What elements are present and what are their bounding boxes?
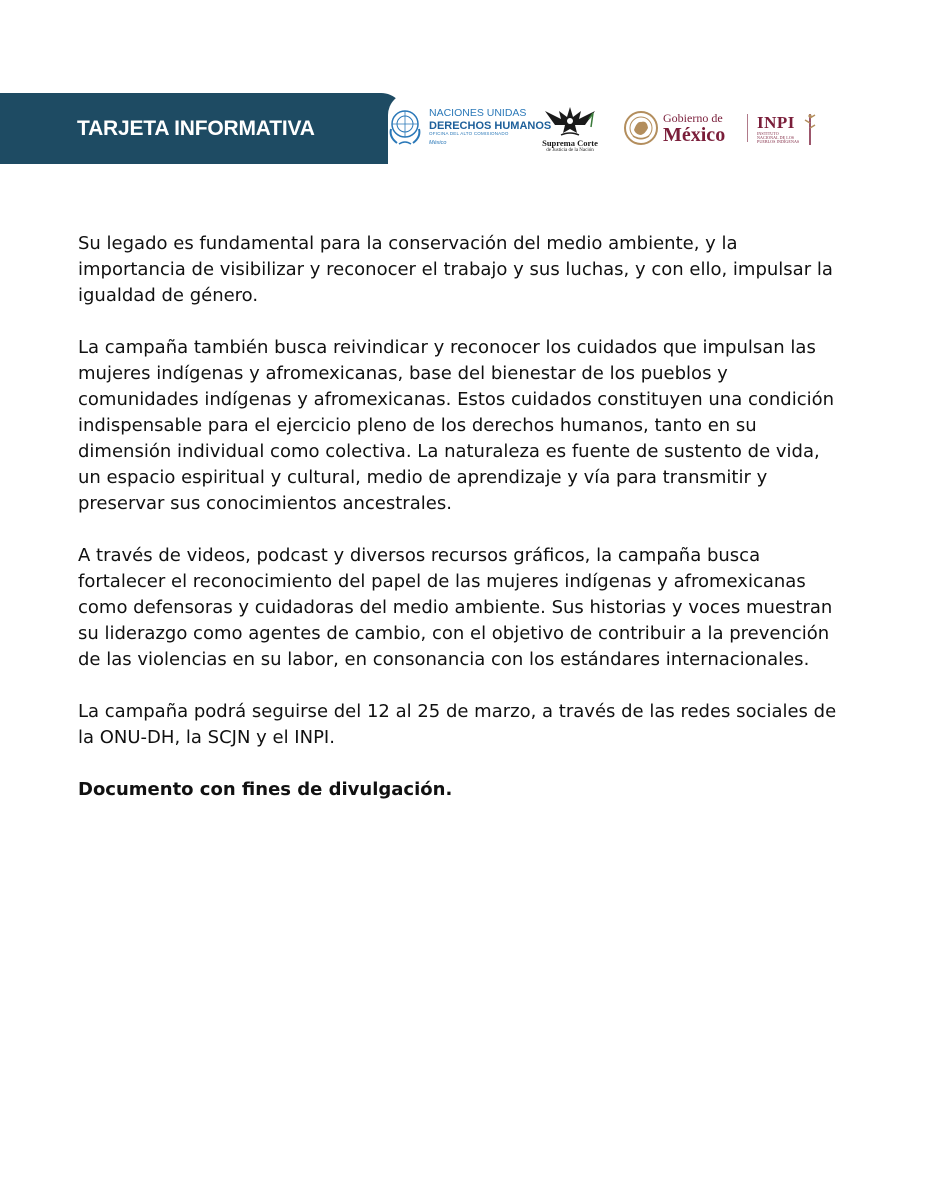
inpi-logo-text <box>757 114 801 144</box>
document-body <box>78 231 838 829</box>
document-title: TARJETA INFORMATIVA <box>77 117 315 140</box>
scjn-logo-line2: de Justicia de la Nación <box>546 148 594 153</box>
body-paragraph: La campaña también busca reivindicar y reconocer los cuidados que impulsan las mujeres indígenas y afromexicanas, base del bienestar de los pueblos y comunidades indígenas y afromexicanas. Estos cuidados constituyen una condición indispensable para el ejercicio pleno de los derechos humanos, tanto en su dimensión individual como colectiva. La naturaleza es fuente de sustento de vida, un espacio espiritual y cultural, medio de aprendizaje y vía para transmitir y preservar sus conocimientos ancestrales. <box>78 337 835 514</box>
scjn-logo <box>538 105 602 153</box>
un-emblem-icon <box>387 107 423 147</box>
gobierno-logo-line2: México <box>663 123 726 146</box>
inpi-logo-line2: INSTITUTO NACIONAL DE LOS PUEBLOS INDÍGENAS <box>757 130 800 145</box>
body-paragraph: A través de videos, podcast y diversos recursos gráficos, la campaña busca fortalecer el reconocimiento del papel de las mujeres indígenas y afromexicanas como defensoras y cuidadoras del medio ambiente. Sus historias y voces muestran su liderazgo como agentes de cambio, con el objetivo de contribuir a la prevención de las violencias en su labor, en consonancia con los estándares internacionales. <box>78 545 833 670</box>
logo-separator <box>747 114 748 142</box>
gobierno-mexico-logo <box>623 108 725 148</box>
scjn-logo-line1: Suprema Corte <box>542 138 598 148</box>
un-human-rights-logo <box>387 106 551 148</box>
staff-icon <box>804 112 816 146</box>
un-logo-line1: NACIONES UNIDAS <box>429 107 527 120</box>
un-logo-text <box>429 108 551 146</box>
un-logo-line2: DERECHOS HUMANOS <box>429 119 552 132</box>
un-logo-line4: México <box>429 139 447 146</box>
eagle-emblem-icon <box>541 105 599 139</box>
body-paragraph: La campaña podrá seguirse del 12 al 25 de marzo, a través de las redes sociales de la ONU-DH, la SCJN y el INPI. <box>78 701 837 748</box>
un-logo-line3: OFICINA DEL ALTO COMISIONADO <box>429 130 509 136</box>
gobierno-logo-line1: Gobierno de <box>663 110 723 125</box>
header-banner <box>0 93 927 164</box>
gobierno-logo-text <box>663 112 725 145</box>
disclaimer: Documento con fines de divulgación. <box>78 779 453 800</box>
body-paragraph: Su legado es fundamental para la conservación del medio ambiente, y la importancia de visibilizar y reconocer el trabajo y sus luchas, y con ello, impulsar la igualdad de género. <box>78 233 833 306</box>
national-seal-icon <box>623 110 659 146</box>
inpi-logo-line1: INPI <box>757 112 795 132</box>
inpi-logo <box>757 109 816 149</box>
